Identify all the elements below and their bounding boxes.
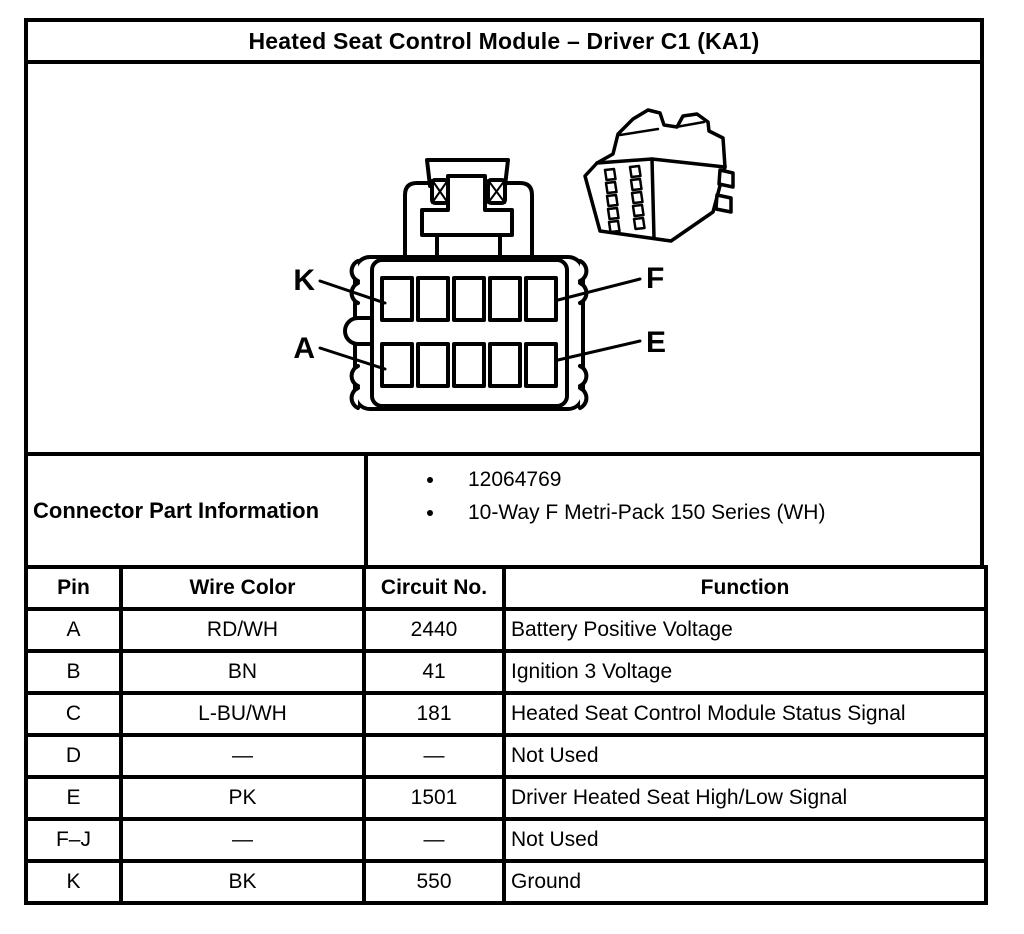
pin-cavity	[382, 278, 412, 320]
pin-cavity	[382, 344, 412, 386]
table-row	[26, 609, 986, 651]
wire-color-cell: PK	[121, 777, 364, 819]
pin-label-k: K	[293, 264, 315, 297]
part-number-item: • 12064769	[446, 468, 980, 492]
table-row	[26, 651, 986, 693]
table-row	[26, 861, 986, 903]
page-title: Heated Seat Control Module – Driver C1 (KA1)	[24, 18, 984, 64]
pin-cell: E	[26, 777, 121, 819]
table-row	[26, 777, 986, 819]
wire-color-cell: L-BU/WH	[121, 693, 364, 735]
pin-cavity	[526, 278, 556, 320]
circuit-no-cell: 2440	[364, 609, 504, 651]
circuit-no-cell: 181	[364, 693, 504, 735]
pin-cell: F–J	[26, 819, 121, 861]
connector-isometric-view	[585, 110, 733, 241]
wire-color-cell: —	[121, 819, 364, 861]
pin-cell: A	[26, 609, 121, 651]
part-number-list	[368, 468, 980, 525]
pin-cavity	[526, 344, 556, 386]
part-info-values	[368, 456, 980, 565]
pin-label-a: A	[293, 332, 315, 365]
function-cell: Not Used	[504, 735, 986, 777]
pin-label-e: E	[646, 326, 667, 359]
wire-color-cell: BK	[121, 861, 364, 903]
table-row	[26, 735, 986, 777]
circuit-no-cell: 1501	[364, 777, 504, 819]
connector-part-information-section	[24, 452, 984, 569]
connector-latch	[405, 160, 532, 260]
header-pin: Pin	[26, 567, 121, 609]
connector-document	[24, 18, 984, 905]
pin-table	[24, 565, 988, 905]
pin-cavity	[418, 344, 448, 386]
pin-cell: B	[26, 651, 121, 693]
table-row	[26, 819, 986, 861]
connector-body-front-view	[345, 257, 586, 409]
wire-color-cell: BN	[121, 651, 364, 693]
wire-color-cell: RD/WH	[121, 609, 364, 651]
function-cell: Driver Heated Seat High/Low Signal	[504, 777, 986, 819]
circuit-no-cell: 550	[364, 861, 504, 903]
wire-color-cell: —	[121, 735, 364, 777]
header-circuit-no: Circuit No.	[364, 567, 504, 609]
function-cell: Not Used	[504, 819, 986, 861]
header-function: Function	[504, 567, 986, 609]
connector-diagram-panel	[24, 60, 984, 456]
pin-cavity	[490, 344, 520, 386]
pin-cavity	[454, 278, 484, 320]
header-wire-color: Wire Color	[121, 567, 364, 609]
circuit-no-cell: —	[364, 819, 504, 861]
pin-table-header-row	[26, 567, 986, 609]
table-row	[26, 693, 986, 735]
function-cell: Ground	[504, 861, 986, 903]
pin-label-f: F	[646, 262, 665, 295]
pin-cavity	[418, 278, 448, 320]
pin-cavity	[454, 344, 484, 386]
function-cell: Battery Positive Voltage	[504, 609, 986, 651]
function-cell: Heated Seat Control Module Status Signal	[504, 693, 986, 735]
pin-cell: D	[26, 735, 121, 777]
part-number-item: • 10-Way F Metri-Pack 150 Series (WH)	[446, 501, 980, 525]
connector-diagram	[28, 64, 980, 452]
pin-cell: C	[26, 693, 121, 735]
function-cell: Ignition 3 Voltage	[504, 651, 986, 693]
part-info-label: Connector Part Information	[28, 456, 368, 565]
circuit-no-cell: —	[364, 735, 504, 777]
circuit-no-cell: 41	[364, 651, 504, 693]
pin-cavity	[490, 278, 520, 320]
pin-cell: K	[26, 861, 121, 903]
